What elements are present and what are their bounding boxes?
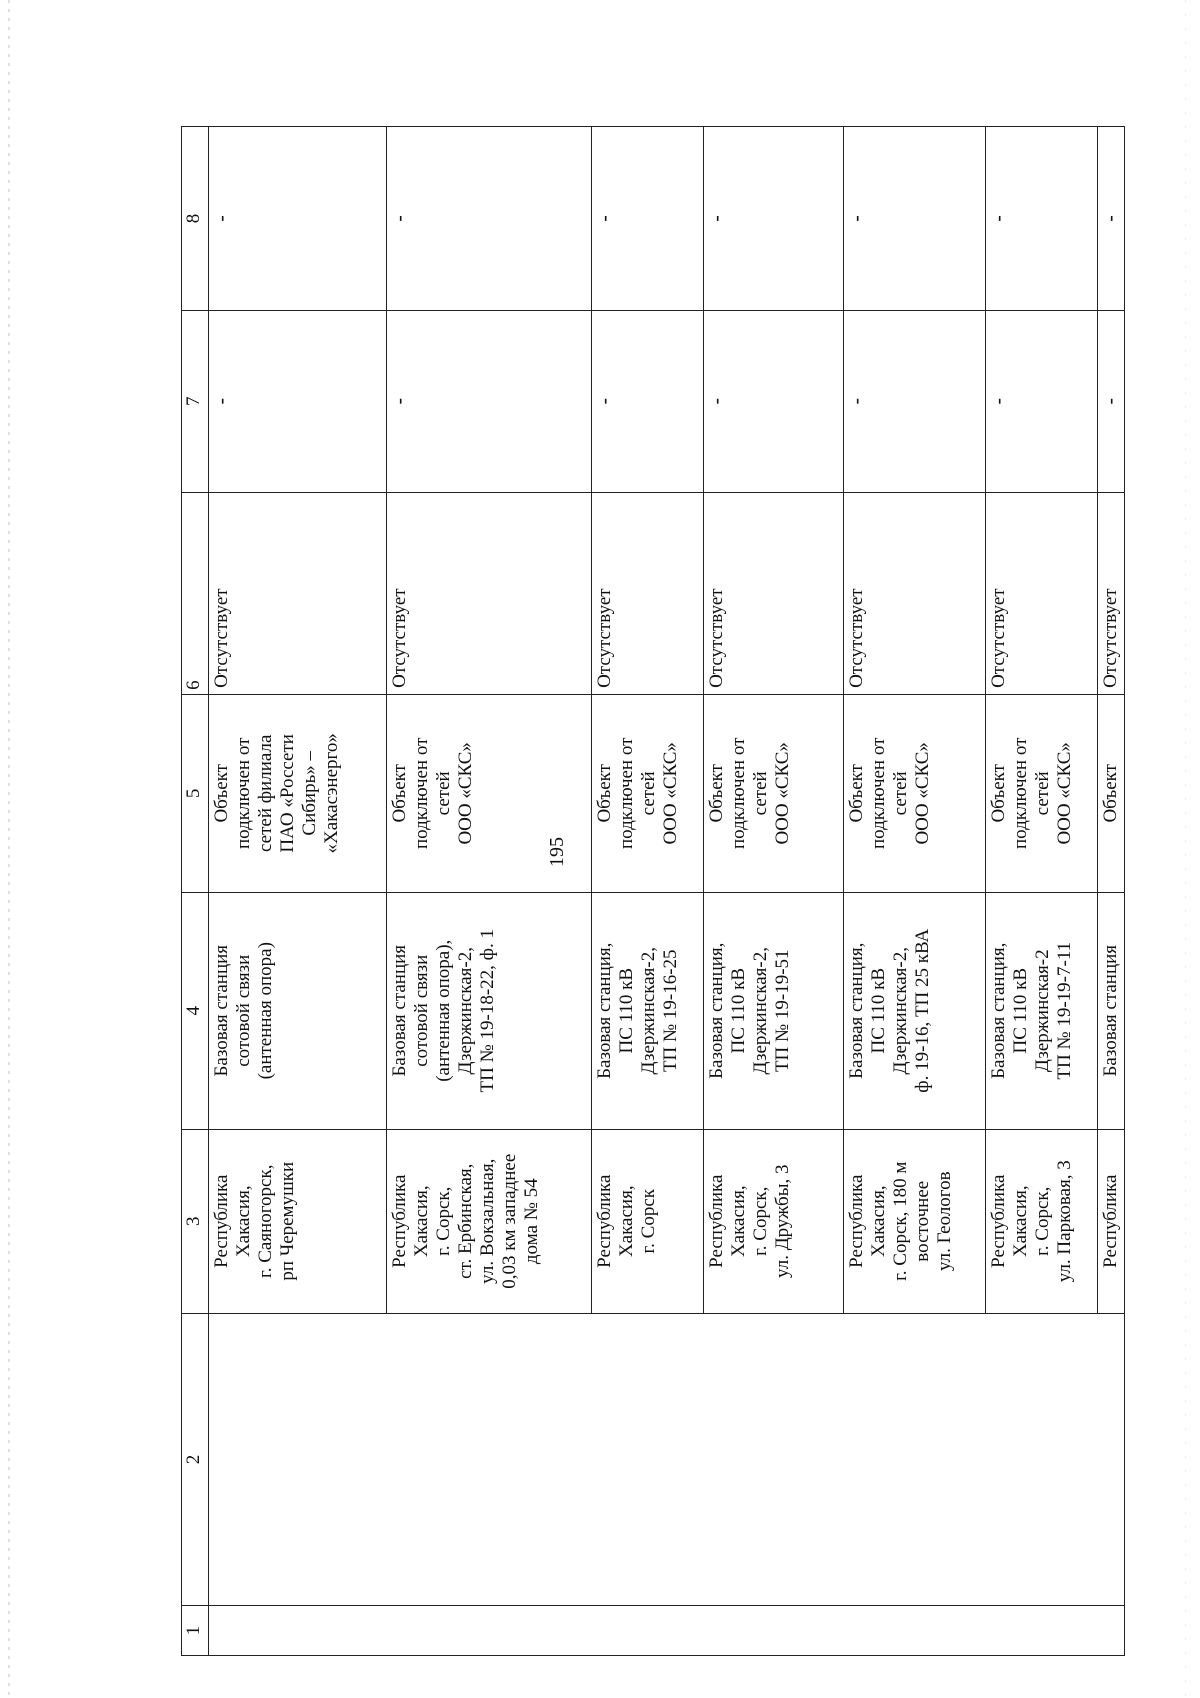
cell-col-1 xyxy=(986,1606,1098,1656)
cell-status: Отсутствует xyxy=(592,492,704,694)
cell-col-1 xyxy=(704,1606,844,1656)
data-table xyxy=(181,126,1125,1656)
header-col-1: 1 xyxy=(182,1606,209,1656)
table-row xyxy=(844,127,986,1656)
cell-address: Республика Хакасия, г. Саяногорск, рп Черемушки xyxy=(209,1129,387,1313)
table-row xyxy=(387,127,592,1656)
cell-col-8: - xyxy=(986,127,1098,311)
cell-object: Базовая станция, ПС 110 кВ Дзержинская-2, ТП № 19-19-51 xyxy=(704,892,844,1129)
cell-col-7: - xyxy=(986,310,1098,492)
cell-address: Республика Хакасия, г. Сорск, ул. Парковая, 3 xyxy=(986,1129,1098,1313)
header-col-8: 8 xyxy=(182,127,209,311)
cell-object: Базовая станция xyxy=(1098,892,1125,1129)
cell-col-7: - xyxy=(209,310,387,492)
cell-address: Республика Хакасия, г. Сорск, 180 м восточнее ул. Геологов xyxy=(844,1129,986,1313)
header-col-5: 5 xyxy=(182,694,209,892)
cell-col-7: - xyxy=(704,310,844,492)
cell-col-2 xyxy=(986,1313,1098,1606)
cell-col-1 xyxy=(592,1606,704,1656)
cell-col-8: - xyxy=(704,127,844,311)
cell-status: Отсутствует xyxy=(844,492,986,694)
cell-object: Базовая станция, ПС 110 кВ Дзержинская-2, ф. 19-16, ТП 25 кВА xyxy=(844,892,986,1129)
cell-connection: Объект подключен от сетей ООО «СКС» xyxy=(387,694,592,892)
cell-col-8: - xyxy=(1098,127,1125,311)
header-col-6: 6 xyxy=(182,492,209,694)
cell-col-8: - xyxy=(209,127,387,311)
cell-address: Республика Хакасия, г. Сорск xyxy=(592,1129,704,1313)
cell-connection: Объект xyxy=(1098,694,1125,892)
table-row xyxy=(209,127,387,1656)
cell-connection: Объект подключен от сетей ООО «СКС» xyxy=(844,694,986,892)
page-number: 195 xyxy=(546,837,568,867)
cell-col-7: - xyxy=(1098,310,1125,492)
cell-col-7: - xyxy=(844,310,986,492)
table-row xyxy=(986,127,1098,1656)
cell-col-2 xyxy=(387,1313,592,1606)
cell-col-1 xyxy=(387,1606,592,1656)
cell-object: Базовая станция, ПС 110 кВ Дзержинская-2 ТП № 19-19-7-11 xyxy=(986,892,1098,1129)
cell-col-1 xyxy=(844,1606,986,1656)
header-col-4: 4 xyxy=(182,892,209,1129)
cell-col-2 xyxy=(209,1313,387,1606)
cell-status: Отсутствует xyxy=(1098,492,1125,694)
cell-col-1 xyxy=(209,1606,387,1656)
cell-address: Республика Хакасия, г. Сорск, ул. Дружбы, 3 xyxy=(704,1129,844,1313)
header-col-2: 2 xyxy=(182,1313,209,1606)
header-col-3: 3 xyxy=(182,1129,209,1313)
cell-connection: Объект подключен от сетей ООО «СКС» xyxy=(986,694,1098,892)
header-col-7: 7 xyxy=(182,310,209,492)
cell-connection: Объект подключен от сетей филиала ПАО «Россети Сибирь» – «Хакасэнерго» xyxy=(209,694,387,892)
cell-col-7: - xyxy=(387,310,592,492)
cell-status: Отсутствует xyxy=(704,492,844,694)
table-row xyxy=(704,127,844,1656)
cell-object: Базовая станция сотовой связи (антенная опора) xyxy=(209,892,387,1129)
table-header-row xyxy=(182,127,209,1656)
cell-status: Отсутствует xyxy=(209,492,387,694)
rotated-table-container xyxy=(181,126,1121,1656)
cell-col-2 xyxy=(704,1313,844,1606)
cell-col-1 xyxy=(1098,1606,1125,1656)
table-row xyxy=(592,127,704,1656)
cell-col-7: - xyxy=(592,310,704,492)
cell-connection: Объект подключен от сетей ООО «СКС» xyxy=(704,694,844,892)
cell-status: Отсутствует xyxy=(387,492,592,694)
cell-col-2 xyxy=(844,1313,986,1606)
cell-col-2 xyxy=(1098,1313,1125,1606)
cell-col-8: - xyxy=(844,127,986,311)
cell-col-8: - xyxy=(387,127,592,311)
cell-col-8: - xyxy=(592,127,704,311)
cell-object: Базовая станция, ПС 110 кВ Дзержинская-2, ТП № 19-16-25 xyxy=(592,892,704,1129)
scan-edge-left xyxy=(8,0,10,1698)
cell-address: Республика xyxy=(1098,1129,1125,1313)
table-row xyxy=(1098,127,1125,1656)
cell-col-2 xyxy=(592,1313,704,1606)
cell-address: Республика Хакасия, г. Сорск, ст. Ербинская, ул. Вокзальная, 0,03 км западнее дома № 54 xyxy=(387,1129,592,1313)
cell-object: Базовая станция сотовой связи (антенная опора), Дзержинская-2, ТП № 19-18-22, ф. 1 xyxy=(387,892,592,1129)
cell-status: Отсутствует xyxy=(986,492,1098,694)
cell-connection: Объект подключен от сетей ООО «СКС» xyxy=(592,694,704,892)
scan-edge-right xyxy=(1185,0,1186,1698)
